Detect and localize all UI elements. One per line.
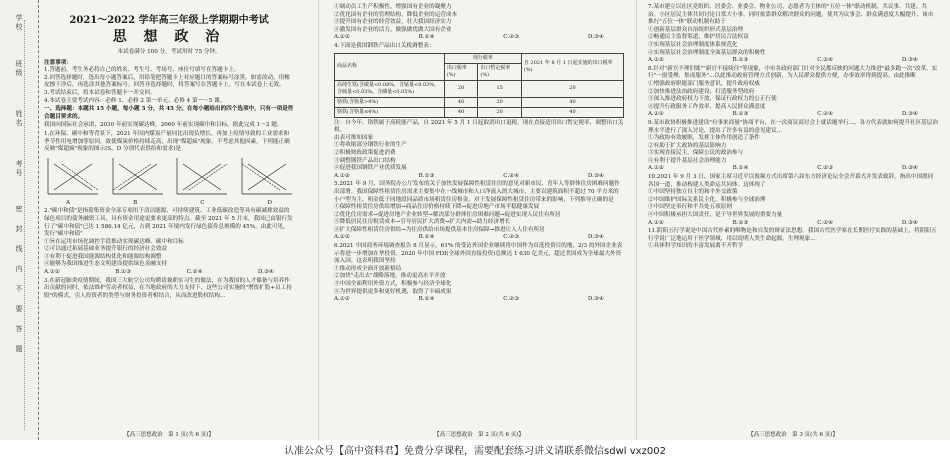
- statement-item: ③中国坚定奉行和平共处五项原则: [648, 204, 732, 211]
- table-cell: 20: [478, 97, 522, 107]
- section-heading: 一、选择题：本题共 15 小题，每小题 3 分，共 45 分。在每小题给出的四个选项中，只有一项是符合题目要求的。: [44, 106, 294, 120]
- question-8: 8.针对"新官不理旧账""新官不接续任"等现象，中市各政府部门针对全民都反映的问题大力推进"最多跑一次"改革，实行"一窗受理、集成服务"...以此推动政府管理方式创新，为人民群众提供方便，办事效率得到提高。由此推断: [648, 65, 938, 80]
- option-b: B.①③: [115, 269, 132, 276]
- table-cell: 铬铁(含铬量>4%): [335, 97, 445, 107]
- margin-label-seal: 要: [15, 305, 23, 314]
- margin-label-name: 姓名: [15, 110, 23, 128]
- statement-item: ②有助于扩大政协的基层影响力: [648, 142, 727, 149]
- option-d: D.③④: [901, 57, 918, 64]
- answer-options: [334, 296, 624, 304]
- option-c: C.②③: [503, 234, 520, 241]
- option-b: B.①④: [418, 34, 435, 41]
- margin-label-seal: 题: [15, 345, 23, 354]
- table-header-cell: 现行税率: [444, 53, 521, 63]
- option-b: B.①④: [418, 234, 435, 241]
- option-b: B.①③: [418, 172, 435, 179]
- statement-item: ④实现基层社会治理制度全面基层群众的积极性: [648, 49, 766, 56]
- notice-item: 1.答题前，考生务必将自己的姓名、考生号、考场号、座位号填写在答题卡上。: [44, 67, 240, 74]
- question-7: 7.某市建立以社区党组织、居委会、业委会、物业公司、志愿者为主体的"五位一体"联动机制，共议事、共建、共治。小区居民主体共同讨论日常大小事，同时依靠群众解决群众的问题，使其为议事会、群众满意度大幅提升，该市推行"五位一体"联动机制有助于: [648, 4, 934, 26]
- statement-item: ③实现基层社会治理制度体系规范化: [648, 41, 738, 48]
- chart-a: [44, 156, 100, 196]
- table-cell: 铬铁(含铬量≤4%): [335, 107, 445, 117]
- chart-label: A: [66, 199, 71, 206]
- chart-d: [238, 156, 294, 196]
- option-c: C.②④: [817, 111, 834, 118]
- answer-options: [648, 165, 938, 173]
- page-footer: 【高三思想政治 第 1 页(共 6 页)】: [124, 432, 214, 438]
- statement-item: ④能够为我国推进生态文明建设提供绿色金融支持: [44, 261, 168, 268]
- statement-item: ①旨在运用市场化调控手段推动实现碳达峰、碳中和目标: [44, 238, 184, 245]
- option-d: D.③④: [587, 172, 604, 179]
- option-a: A.①②: [334, 296, 350, 303]
- option-a: A.①②: [334, 34, 350, 41]
- table-row: [335, 107, 624, 117]
- notice-title: 注意事项：: [44, 59, 72, 66]
- chart-a-graphic: [44, 156, 100, 196]
- table-header-cell: 自 2021 年 8 月 1 日起实施的出口税率(%): [521, 53, 623, 80]
- statement-item: ①将收缩部分钢铁行业的生产: [334, 142, 407, 149]
- table-cell: 40: [444, 97, 478, 107]
- supply-demand-charts: [44, 156, 294, 198]
- margin-label-seal: 线: [15, 245, 23, 254]
- binding-margin: [0, 0, 39, 440]
- statement-item: ②积极财政政策促进消费: [334, 149, 396, 156]
- table-cell: 20: [444, 80, 478, 97]
- statement-item: ①创新基层群众自治组织形式基层治理: [648, 26, 744, 33]
- margin-label-id: 考号: [15, 160, 23, 178]
- statement-item: ②加快"走出去"战略落地，推动更高水平开放: [334, 273, 446, 280]
- table-header-cell: 商品名称: [335, 53, 445, 80]
- statement-item: ④激发国有企业的活力，做强做优做大国有企业: [334, 26, 452, 33]
- margin-label-class: 班级: [15, 60, 23, 78]
- answer-options: [648, 220, 938, 228]
- table-cell: 高纯生铁(含碳量<0.08%，含锰量<0.03%，含硫量<0.03%，含磷量<0.05%): [335, 80, 445, 97]
- notice-item: 4.本试卷主要考试内容：必修 1、必修 2 第一单元、必修 4 第一～5 课。: [44, 97, 226, 104]
- statement-item: ①调动员工生产积极性，增强国有企业的凝聚力: [334, 4, 452, 10]
- option-a: A.①②: [648, 165, 664, 172]
- score-line: 本试卷满分 100 分，考试用时 75 分钟。: [117, 49, 221, 55]
- statement-item: ③降低居民住房租赁成本→引导居民扩大消费→扩大内需→助力经济增长: [334, 219, 511, 226]
- option-a: A.①②: [648, 57, 664, 64]
- option-b: B.①④: [418, 296, 435, 303]
- option-a: A.①②: [44, 269, 60, 276]
- statement-item: ③调整钢铁产品出口结构: [334, 157, 396, 164]
- statement-item: ③中国全面利用外资方式，积极参与经济全球化: [334, 281, 452, 288]
- page-2: [334, 0, 624, 440]
- statement-item: ①增强政府职能部门服务意识，提升政府权威: [648, 80, 760, 87]
- cut-line: [24, 20, 26, 430]
- option-d: D.③④: [901, 165, 918, 172]
- option-d: D.③④: [587, 234, 604, 241]
- page-1: [44, 0, 294, 440]
- answer-options: [44, 269, 294, 277]
- statement-item: ④有利于提升基层社会治理能力: [648, 157, 727, 164]
- statement-item: ①推动形成全面开放新格局: [334, 265, 402, 272]
- chart-b: [109, 156, 165, 196]
- table-cell: 40: [521, 97, 623, 107]
- margin-label-seal: 密: [15, 205, 23, 214]
- statement-item: ④扩大保障性租赁住房供给→为住房供给市场提供基本住房保障→推进让人人住有所居: [334, 226, 545, 233]
- chart-label: B: [133, 199, 138, 206]
- question-2: 2."碳中和债"是指募集资金全部专项用于清洁能源、可持续建筑、工业低碳改造等具有碳减排效益的绿色项目的债务融资工具，具有资金用途更要求更高的特点。截至 2021 年 5 月末，我国已由银行发行了"碳中和债"已达 1 586.14 亿元，占到 2021 年境内发行绿色债券总规模的 45%。由此可见，发行"碳中和债": [44, 208, 293, 238]
- margin-label-seal: 内: [15, 265, 23, 274]
- question-9: 9.某市政协积极推进建设"有事来商量"协商平台，在一次商议商讨会上就话题举行...，各方代表就如何提升社区基层治理水平进行了深入讨论，提出了许多有益的意见建议...: [648, 119, 938, 134]
- notice-item: 2.回答选择题时，选出每小题答案后，用铅笔把答题卡上对应题目的答案标号涂黑。如需改动，用橡皮擦干净后，再选涂其他答案标号。回答非选择题时，将答案写在答题卡上。写在本试卷上无效。: [44, 74, 290, 89]
- option-b: B.①③: [732, 57, 749, 64]
- notice-item: 3.考试结束后，将本试卷和答题卡一并交回。: [44, 89, 156, 96]
- option-c: C.②④: [503, 172, 520, 179]
- subject-title: 思 想 政 治: [112, 29, 226, 45]
- statement-item: ②优化住房需求→促进房地产企业转型→解决部分群体住房困难问题→促进实现人民住有所居: [334, 211, 561, 218]
- chart-b-graphic: [109, 156, 165, 196]
- statement-item: ③有利于促进我国能源结构优化和能源结构调整: [44, 253, 162, 260]
- answer-options: [334, 34, 624, 42]
- option-d: D.③④: [587, 34, 604, 41]
- table-row: [335, 97, 624, 107]
- question-3: 3.在新冠肺炎疫情期间，我国三大航空公司均聘请兼职实习生的做法，在为我国的人才储备与培养作出贡献的同时，依法维护劳动者权益，在当地政府的大力支持下，这些公司实施的"增资扩股+员工持股"的模式，引人投资者的类型与财务投资者相结合，从而改进股权结构...: [44, 277, 292, 299]
- statement-item: ②中国维护国际关系民主化，积极参与全球治理: [648, 196, 766, 203]
- statement-item: ②优化国有企业的管理结构，降低企业的运营成本: [334, 11, 458, 18]
- table-cell: 20: [521, 80, 623, 97]
- statement-item: ④为世界提供更多和更好机遇，取得了丰硕成果: [334, 288, 452, 295]
- margin-label-seal: 不: [15, 285, 23, 294]
- question-stem: 由表可推知国家: [334, 134, 374, 141]
- option-d: D.③④: [901, 219, 918, 226]
- margin-label-seal: 封: [15, 225, 23, 234]
- question-1: 1.在环保、碳中和等背景下，2021 年国内煤炭产量同比出现负增长，再加上疫情导致的工业需求和季节性用电增加等原因，致使煤炭价格持续走高，出现"煤超疯"现象。不考虑其他因素，下列能正确反映"煤超疯"现象的图示(S、D 分别代表供给和需求)是: [44, 130, 290, 153]
- statement-item: ④中国积极承担大国责任，是于导世界发展的重要力量: [648, 212, 783, 219]
- option-a: A.①②: [648, 111, 664, 118]
- question-11: 11.阴阳五行学说是中国古代朴素的唯物论和自发的辩证法思想。我国古代医学家在长期医疗实践的基础上，将阴阳五行学说广泛地运用于医学领域，用以说明人类生命起源，生理现象...: [648, 228, 937, 242]
- statement-item: ①保障性租赁住房供给增加→商品住房价格持续下降→促进房地产市场平稳健康发展: [334, 204, 540, 211]
- answer-options: [648, 57, 938, 65]
- option-d: D.③④: [901, 111, 918, 118]
- statement-item: ③实现直接民主，保障公民的政治参与: [648, 150, 744, 157]
- option-a: A.①②: [648, 219, 664, 226]
- option-a: A.①②: [334, 234, 350, 241]
- chart-d-graphic: [238, 156, 294, 196]
- margin-label-seal: 答: [15, 325, 23, 334]
- table-header-cell: 出口税率(%): [444, 63, 478, 80]
- page-fold: [636, 0, 637, 440]
- option-c: C.②④: [186, 269, 203, 276]
- table-note: 注：自今年，铬铁属于高耗能产品，自 2021 年 5 月 1 日起取消出口退税，现在直接适用出口暂定税率，调整出口关税。: [334, 119, 624, 134]
- page-footer: 【高三思想政治 第 3 页(共 6 页)】: [748, 432, 838, 438]
- option-c: C.②③: [503, 34, 520, 41]
- option-c: C.②③: [817, 165, 834, 172]
- statement-item: ①为政协有效履职，发挥主体作用创造了条件: [648, 135, 760, 142]
- chart-label: C: [200, 199, 205, 206]
- table-cell: 40: [521, 107, 623, 117]
- statement-item: ③深入推进政府权力下放，保证行政权力的公正行使: [648, 96, 777, 103]
- question-5: 5.2021 年 9 月，国务院办公厅发布的关于加快发展保障性租赁住房的意见对新市民、青年人等群体住房困难问题作出部署。我国保障性租赁住房需求主要集中在一线城市和人口净流入的大城市，主要以建筑面积不超过 70 平方米的小户型为主，租金低于同地段同品质市场租赁住房租金。对于发展保障性租赁住房带来的影响，下列推导正确的是: [334, 181, 620, 203]
- statement-item: ③提升国有企业的经营效益，壮大我国经济实力: [334, 19, 452, 26]
- table-cell: 15: [478, 80, 522, 97]
- margin-label-school: 学校: [15, 14, 23, 32]
- tariff-table: [334, 53, 624, 118]
- option-c: C.②④: [817, 219, 834, 226]
- answer-options: [334, 234, 624, 242]
- option-b: B.①③: [732, 111, 749, 118]
- exam-title: 2021～2022 学年高三年级上学期期中考试: [69, 15, 269, 26]
- option-a: A.①②: [334, 172, 350, 179]
- table-header-cell: 出口暂定税率(%): [478, 63, 522, 80]
- chart-labels: [44, 200, 294, 208]
- statement-item: ④促进我国钢铁产业优质发展: [334, 165, 407, 172]
- page-fold: [318, 0, 319, 440]
- chart-label: D: [267, 199, 272, 206]
- statement-item: ④提升行政服务工作效率，提高人民群众满意度: [648, 103, 766, 110]
- statement-item: ②加快推进法治政府建设，打造服务型政府: [648, 88, 755, 95]
- watermark-banner: 认准公众号【高中资料君】免费分享课程，需要配套练习讲义请联系微信sdwl vxz002: [0, 440, 950, 463]
- option-b: B.①③: [732, 219, 749, 226]
- answer-options: [334, 173, 624, 181]
- chart-c: [173, 156, 229, 196]
- chart-c-graphic: [173, 156, 229, 196]
- table-cell: 40: [444, 107, 478, 117]
- page-footer: 【高三思想政治 第 2 页(共 6 页)】: [434, 432, 524, 438]
- statement-item: ①中国坚持独立自主的和平外交政策: [648, 189, 738, 196]
- statement-item: ②畅通民主监督渠道，维护居民合法权益: [648, 34, 749, 41]
- question-intro: 我国向国际社会承诺，2030 年前实现碳达峰，2060 年前实现碳中和目标。据此完成 1～2 题。: [44, 122, 283, 129]
- option-c: C.②④: [817, 57, 834, 64]
- answer-options: [648, 111, 938, 119]
- page-3: [648, 0, 938, 440]
- question-4: 4.下面是我国钢铁产品出口关税调整表：: [334, 42, 435, 49]
- statement-item: ②可以通过拓展基础业务提升银行的经济社会效益: [44, 246, 168, 253]
- table-cell: 20: [478, 107, 522, 117]
- statement-item: ①具体科学知识的丰富发展离不开哲学: [648, 243, 744, 250]
- option-d: D.③④: [257, 269, 274, 276]
- question-6: 6.2021 中国商务环境调查报告 8 月显示，61% 的受访外国企业继续将中国作为首选投资目的地，2/3 的外国企业表示将进一步增加在华投资。2020 年中国 FDI(全球外国直接投资)总额达 1 630 亿美元，超过美国成为全球最大外资流入国。这表明我国坚持: [334, 243, 623, 265]
- table-header-row: [335, 53, 624, 63]
- table-row: [335, 80, 624, 97]
- option-c: C.②③: [503, 296, 520, 303]
- option-d: D.③④: [587, 296, 604, 303]
- question-10: 10.2021 年 9 月 3 日，国家主席习近平以视频方式出席第六届东方经济论坛全会开幕式并发表致辞，指出中国愿同各国一道，推动构建人类命运共同体。这体现了: [648, 174, 934, 188]
- option-b: B.①④: [732, 165, 749, 172]
